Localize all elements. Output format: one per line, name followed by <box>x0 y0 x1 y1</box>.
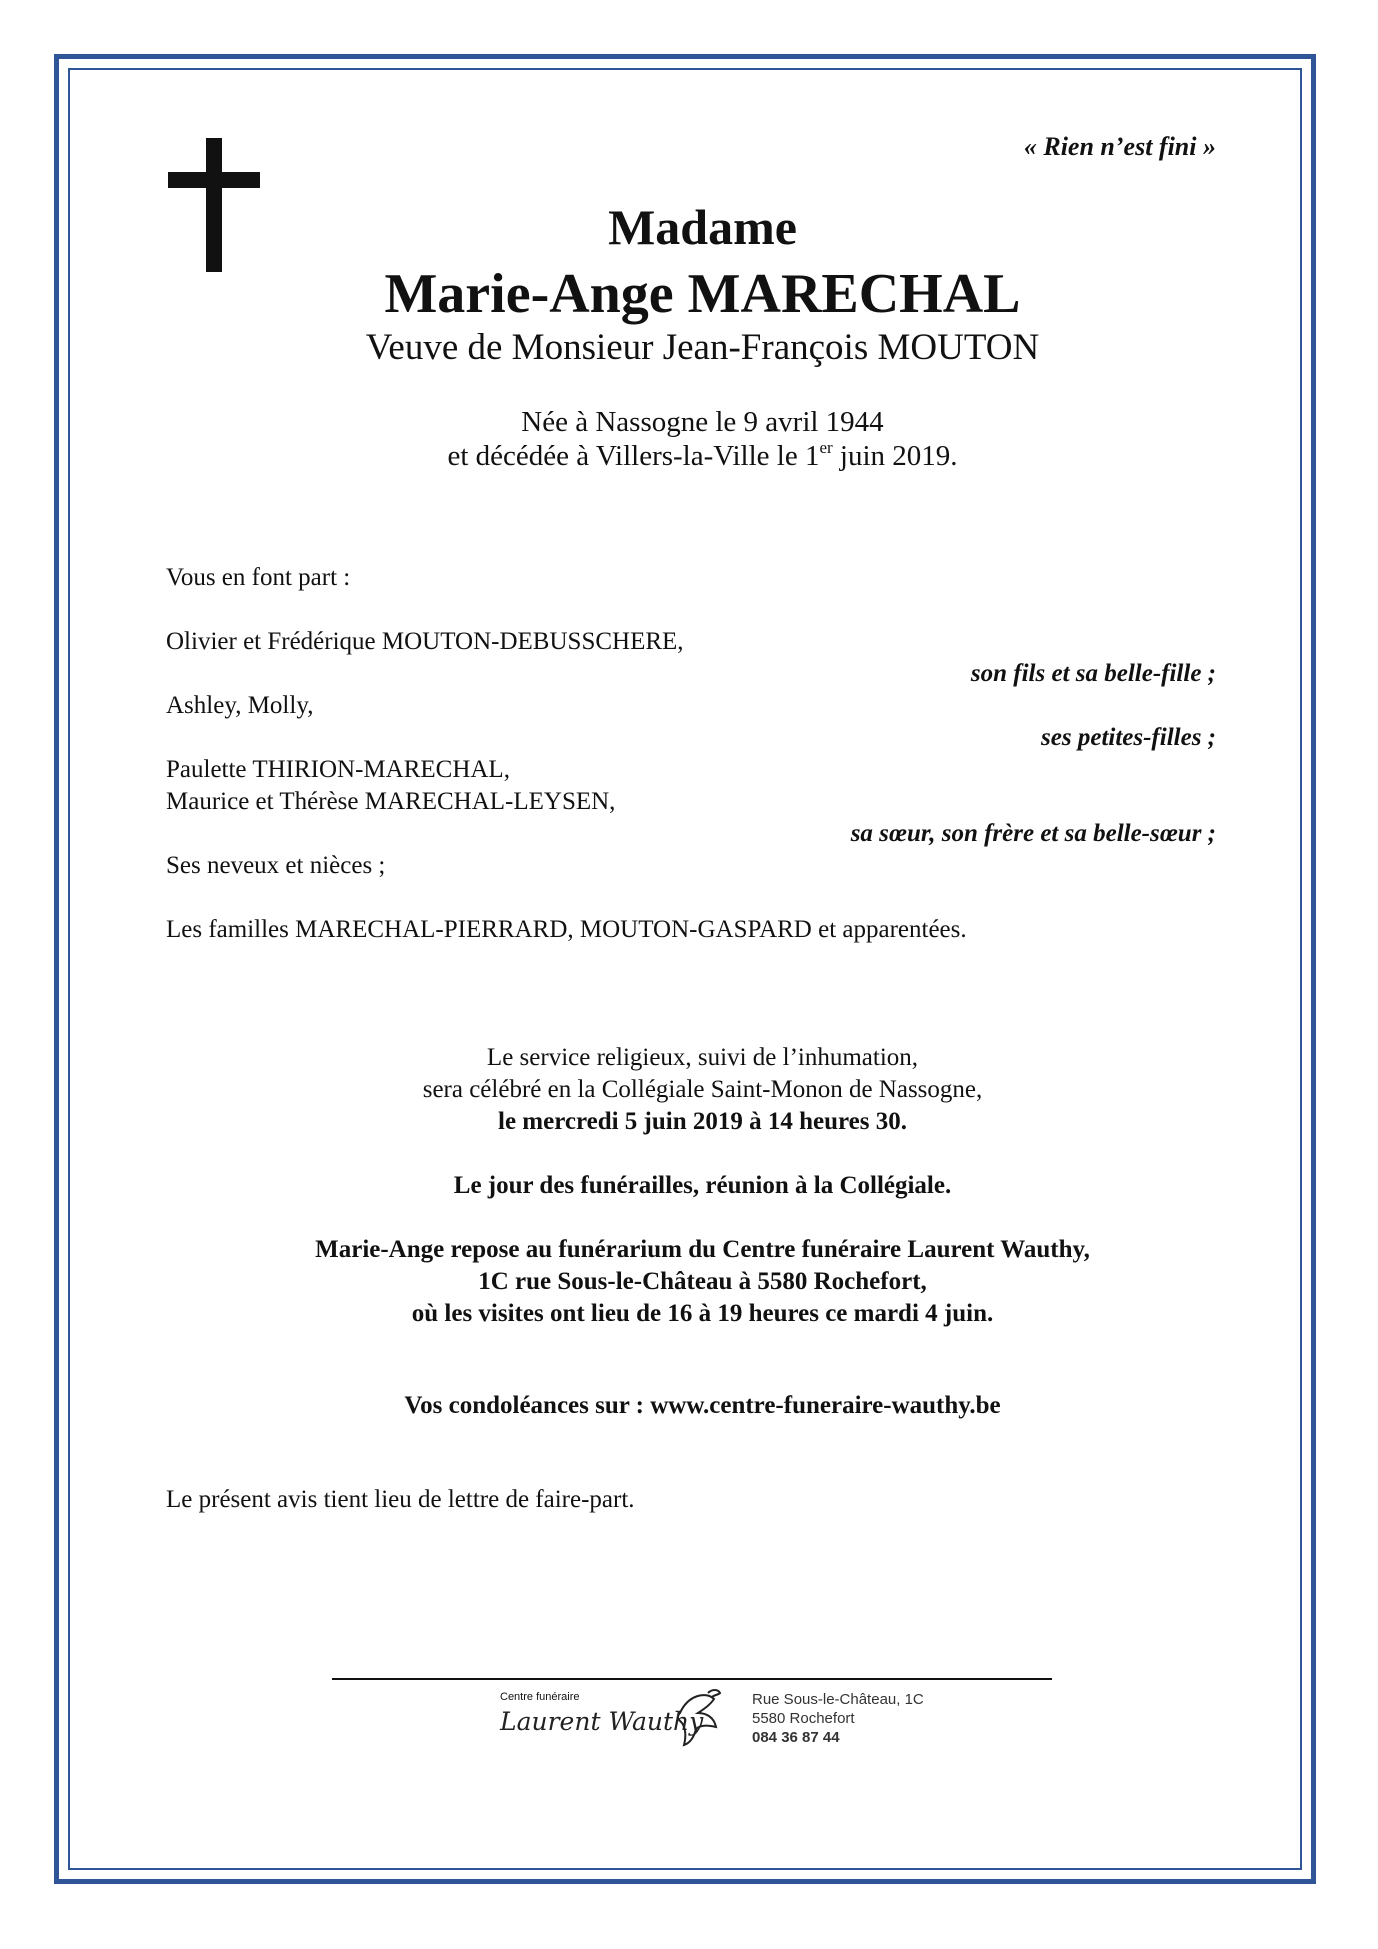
family-line-brother: Maurice et Thérèse MARECHAL-LEYSEN, <box>166 788 616 815</box>
family-intro: Vous en font part : <box>166 564 351 591</box>
death-line-superscript: er <box>819 438 833 457</box>
condolences-line: Vos condoléances sur : www.centre-funeraire-wauthy.be <box>404 1392 1001 1419</box>
relation-granddaughters: ses petites-filles ; <box>1041 724 1216 751</box>
logo-script-name: Laurent Wauthy <box>500 1707 704 1736</box>
gathering-note: Le jour des funérailles, réunion à la Collégiale. <box>453 1172 952 1199</box>
rest-line-2: 1C rue Sous-le-Château à 5580 Rochefort, <box>478 1268 927 1295</box>
footer-divider <box>332 1678 1052 1680</box>
relation-siblings: sa sœur, son frère et sa belle-sœur ; <box>850 820 1216 847</box>
rest-line-3: où les visites ont lieu de 16 à 19 heures ce mardi 4 juin. <box>411 1300 994 1327</box>
relation-son: son fils et sa belle-fille ; <box>970 660 1216 687</box>
death-line-end: juin 2019. <box>832 440 958 472</box>
family-line-families: Les familles MARECHAL-PIERRARD, MOUTON-GASPARD et apparentées. <box>166 916 967 943</box>
service-line-2: sera célébré en la Collégiale Saint-Monon de Nassogne, <box>422 1076 983 1103</box>
widow-of: Veuve de Monsieur Jean-François MOUTON <box>365 327 1040 368</box>
title-madame: Madame <box>608 199 797 255</box>
death-line-start: et décédée à Villers-la-Ville le 1 <box>447 440 820 472</box>
death-line <box>160 440 1245 473</box>
family-line-nephews: Ses neveux et nièces ; <box>166 852 386 879</box>
family-line-son: Olivier et Frédérique MOUTON-DEBUSSCHERE, <box>166 628 684 655</box>
notice-line: Le présent avis tient lieu de lettre de faire-part. <box>166 1486 635 1513</box>
dove-icon <box>670 1683 726 1747</box>
family-line-sister: Paulette THIRION-MARECHAL, <box>166 756 510 783</box>
service-datetime: le mercredi 5 juin 2019 à 14 heures 30. <box>498 1108 907 1135</box>
address-city: 5580 Rochefort <box>752 1710 855 1727</box>
deceased-name: Marie-Ange MARECHAL <box>384 263 1021 325</box>
epigraph: « Rien n’est fini » <box>1023 132 1216 161</box>
address-street: Rue Sous-le-Château, 1C <box>752 1691 924 1708</box>
funeral-home-logo <box>500 1683 750 1753</box>
funeral-home-address <box>752 1690 924 1747</box>
logo-caption: Centre funéraire <box>500 1691 580 1703</box>
birth-line: Née à Nassogne le 9 avril 1944 <box>521 406 884 438</box>
rest-line-1: Marie-Ange repose au funérarium du Centre funéraire Laurent Wauthy, <box>315 1236 1090 1263</box>
family-line-granddaughters: Ashley, Molly, <box>166 692 314 719</box>
address-phone: 084 36 87 44 <box>752 1729 840 1746</box>
service-line-1: Le service religieux, suivi de l’inhumation, <box>486 1044 919 1071</box>
